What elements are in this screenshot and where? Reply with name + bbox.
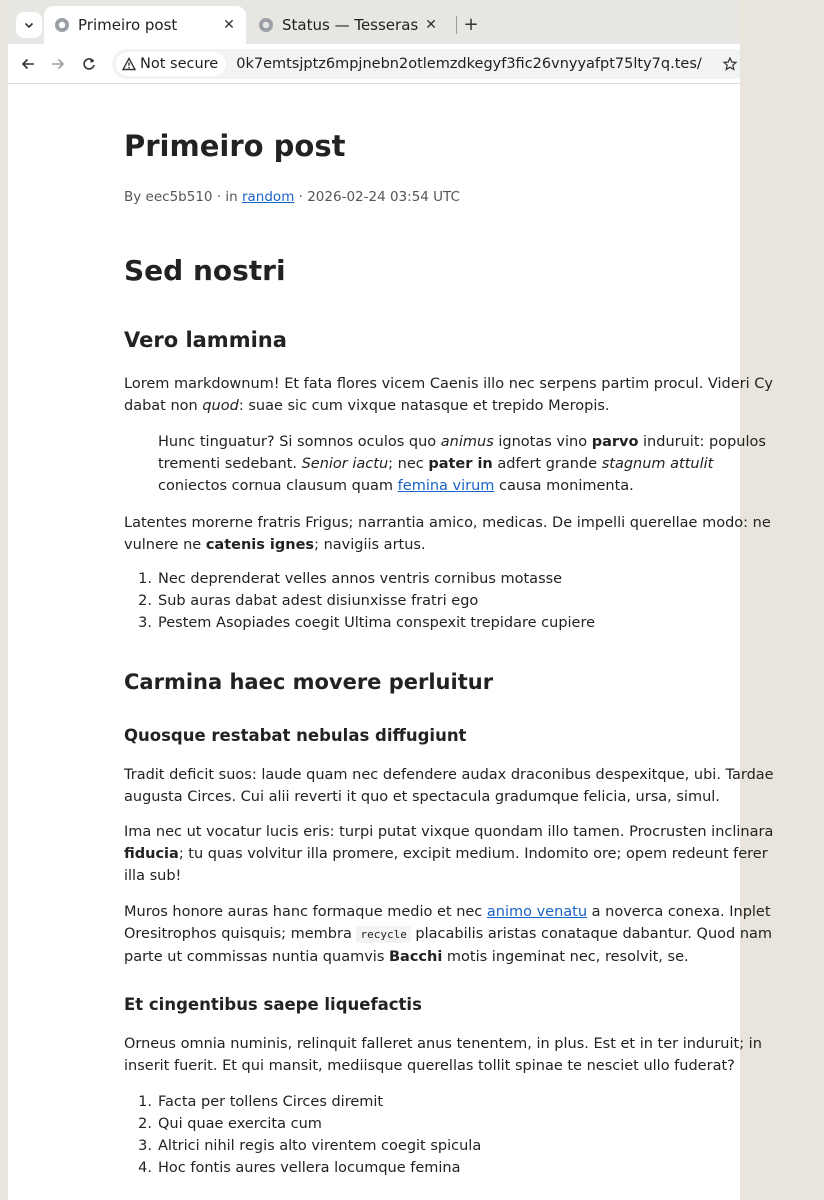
page-viewport[interactable] [8,84,774,1200]
warning-icon [122,57,136,71]
heading-et-cingentibus: Et cingentibus saepe liquefactis [124,995,422,1014]
paragraph-line [124,923,824,946]
post-title: Primeiro post [124,129,346,163]
quote-line [158,453,818,475]
strong-text: parvo [591,434,639,450]
author-text: By eec5b510 · in [124,189,242,205]
tab-search-button[interactable] [16,12,42,38]
category-link[interactable]: random [241,189,295,205]
strong-text: pater in [428,456,493,472]
text: motis ingeminat nec, resolvit, se. [442,949,689,965]
close-tab-icon[interactable]: ✕ [223,17,235,33]
tab-status-tesseras[interactable] [248,6,448,44]
text: coniectos cornua clausum quam [158,478,398,494]
heading-sed-nostri: Sed nostri [124,254,286,287]
text: adfert grande [492,456,602,472]
list-item-text: Hoc fontis aures vellera locumque femina [158,1160,461,1176]
paragraph-line: Tradit deficit suos: laude quam nec defendere audax draconibus despexitque, ubi. Tardae [124,767,774,783]
list-item-text: Sub auras dabat adest disiunxisse fratri ego [158,593,479,609]
text: a noverca conexa. Inplet [587,904,771,920]
new-tab-button[interactable]: + [463,13,479,35]
text: causa monimenta. [494,478,634,494]
paragraph [124,764,824,808]
heading-quosque: Quosque restabat nebulas diffugiunt [124,726,467,745]
paragraph-line: inserit fuerit. Et qui mansit, mediisque querellas tollit spinae te nesciet ullo fuderat? [124,1058,735,1074]
chevron-down-icon [23,19,35,31]
post-meta [124,189,460,205]
paragraph-line: illa sub! [124,868,182,884]
quote-line [158,475,818,497]
ordered-list [124,1091,481,1179]
back-button[interactable] [17,53,39,75]
tab-primeiro-post[interactable] [44,6,246,44]
list-item: 3. Pestem Asopiades coegit Ultima conspexit trepidare cupiere [138,615,596,631]
animo-venatu-link[interactable]: animo venatu [486,904,588,920]
text: ; nec [388,456,429,472]
paragraph [124,901,824,968]
text: induruit: populos [638,434,766,450]
security-label: Not secure [140,56,219,72]
date-text: · 2026-02-24 03:54 UTC [294,189,460,205]
toolbar [8,44,740,84]
heading-carmina: Carmina haec movere perluitur [124,670,494,694]
paragraph [124,1033,824,1077]
ordered-list [124,568,595,634]
strong-text: fiducia [124,846,179,862]
list-item-text: Pestem Asopiades coegit Ultima conspexit trepidare cupiere [158,615,596,631]
emphasis: Senior iactu [301,456,389,472]
tab-strip [8,0,740,44]
paragraph-line: Ima nec ut vocatur lucis eris: turpi putat vixque quondam illo tamen. Procrusten inclinara [124,824,774,840]
text: ; tu quas volvitur illa promere, excipit medium. Indomito ore; opem redeunt ferer [178,846,768,862]
globe-icon [54,17,70,33]
quote-line [158,431,818,453]
strong-text: catenis ignes [205,537,315,553]
text: dabat non [124,398,203,414]
paragraph [124,821,824,887]
bookmark-star-icon[interactable] [722,56,738,72]
text: Hunc tinguatur? Si somnos oculos quo [158,434,441,450]
paragraph-line [124,395,824,417]
reload-button[interactable] [78,53,100,75]
text: placabilis aristas conataque dabantur. Quod nam [410,926,773,942]
list-item: 1. Facta per tollens Circes diremit [138,1094,384,1110]
paragraph-line [124,843,824,865]
text: vulnere ne [124,537,206,553]
emphasis: quod [202,398,239,414]
paragraph-line [124,946,824,968]
list-item-text: Altrici nihil regis alto virentem coegit spicula [158,1138,482,1154]
list-item: 1. Nec deprenderat velles annos ventris cornibus motasse [138,571,563,587]
text: : suae sic cum vixque natasque et trepido Meropis. [238,398,610,414]
security-chip[interactable] [116,52,226,76]
reload-icon [82,57,96,71]
paragraph-line [124,534,824,556]
femina-virum-link[interactable]: femina virum [397,478,495,494]
text: parte ut commissas nuntia quamvis [124,949,389,965]
paragraph [124,373,824,417]
inline-code: recycle [356,926,410,943]
close-tab-icon[interactable]: ✕ [425,17,437,33]
arrow-right-icon [51,57,65,71]
text: ignotas vino [493,434,592,450]
heading-vero-lammina: Vero lammina [124,328,287,352]
browser-chrome [8,0,740,84]
paragraph-line: Latentes morerne fratris Frigus; narrantia amico, medicas. De impelli querellae modo: ne [124,515,771,531]
list-item: 2. Sub auras dabat adest disiunxisse fratri ego [138,593,479,609]
tab-title: Status — Tesseras [282,16,419,34]
list-item: 2. Qui quae exercita cum [138,1116,322,1132]
tab-separator [456,16,457,34]
list-item: 3. Altrici nihil regis alto virentem coegit spicula [138,1138,482,1154]
emphasis: stagnum attulit [601,456,714,472]
blockquote [158,431,818,497]
strong-text: Bacchi [389,949,443,965]
text: Oresitrophos quisquis; membra [124,926,357,942]
paragraph-line: Lorem markdownum! Et fata flores vicem Caenis illo nec serpens partim procul. Videri Cy [124,376,773,392]
url-text[interactable]: 0k7emtsjptz6mpjnebn2otlemzdkegyf3fic26vnyyafpt75lty7q.tes/ [236,56,702,72]
text: ; navigiis artus. [314,537,426,553]
list-item-text: Qui quae exercita cum [158,1116,322,1132]
text: trementi sedebant. [158,456,302,472]
paragraph-line: augusta Circes. Cui alii reverti it quo et spectacula gradumque felicia, ursa, simul. [124,789,720,805]
paragraph [124,512,824,556]
emphasis: animus [440,434,494,450]
list-item-text: Facta per tollens Circes diremit [158,1094,384,1110]
list-item-text: Nec deprenderat velles annos ventris cornibus motasse [158,571,563,587]
address-bar[interactable] [112,49,740,79]
arrow-left-icon [21,57,35,71]
text: Muros honore auras hanc formaque medio et nec [124,904,487,920]
tab-title: Primeiro post [78,16,178,34]
list-item: 4. Hoc fontis aures vellera locumque femina [138,1160,461,1176]
paragraph-line: Orneus omnia numinis, relinquit falleret anus tenentem, in plus. Est et in ter induruit; in [124,1036,762,1052]
forward-button[interactable] [47,53,69,75]
paragraph-line [124,901,824,923]
globe-icon [258,17,274,33]
